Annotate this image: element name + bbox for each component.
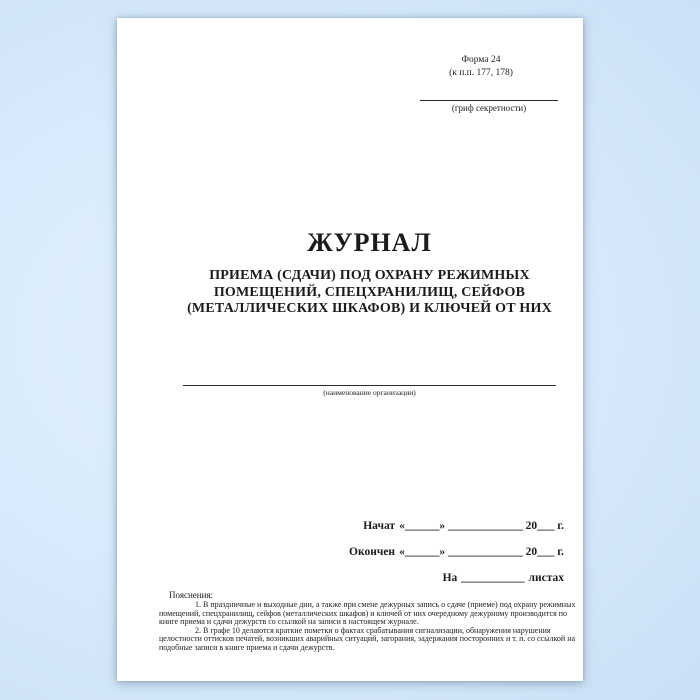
notes-block (159, 590, 577, 653)
form-reference: (к п.п. 177, 178) (449, 67, 513, 78)
date-started-label: Начат (363, 520, 396, 532)
subtitle-line-2: ПОМЕЩЕНИЙ, СПЕЦХРАНИЛИЩ, СЕЙФОВ (213, 284, 526, 300)
dates-block (349, 519, 564, 585)
sheets-row (349, 571, 564, 585)
sheets-label: На (442, 572, 458, 584)
date-finished-blank: «______» _____________ 20___ г. (399, 546, 564, 558)
organization-caption: (наименование организации) (323, 388, 416, 397)
journal-title: ЖУРНАЛ (307, 228, 432, 257)
note-item-1: 1. В праздничные и выходные дни, а также при смене дежурных запись о сдаче (приеме) под охрану режимных помещений, спецхранилищ, сейфов (металлических шкафов) и ключей от них очередному дежурному производится по книге приема и сдачи дежурств со ссылкой на записи в настоящем журнале. (159, 600, 576, 627)
secrecy-line (420, 100, 558, 113)
subtitle-line-3: (МЕТАЛЛИЧЕСКИХ ШКАФОВ) И КЛЮЧЕЙ ОТ НИХ (187, 301, 552, 316)
subtitle-line-1: ПРИЕМА (СДАЧИ) ПОД ОХРАНУ РЕЖИМНЫХ (209, 268, 530, 283)
form-header (411, 54, 551, 79)
notes-heading: Пояснения: (169, 590, 214, 600)
date-finished-row (349, 545, 564, 559)
form-number: Форма 24 (461, 55, 501, 65)
sheets-blank: ___________ (461, 572, 525, 584)
date-finished-label: Окончен (349, 546, 396, 558)
journal-subtitle (183, 268, 556, 318)
date-started-blank: «______» _____________ 20___ г. (399, 520, 564, 532)
document-page (117, 18, 583, 681)
sheets-suffix: листах (528, 572, 564, 584)
organization-line (183, 385, 556, 397)
secrecy-caption: (гриф секретности) (451, 103, 527, 113)
note-item-2: 2. В графе 10 делаются краткие пометки о фактах срабатывания сигнализации, обнаружения нарушения целостности оттисков печатей, возникших аварийных ситуаций, загорания, задержания посторонних и т. п. со ссылкой на подобные записи в книге приема и сдачи дежурств. (159, 625, 576, 652)
date-started-row (349, 519, 564, 533)
